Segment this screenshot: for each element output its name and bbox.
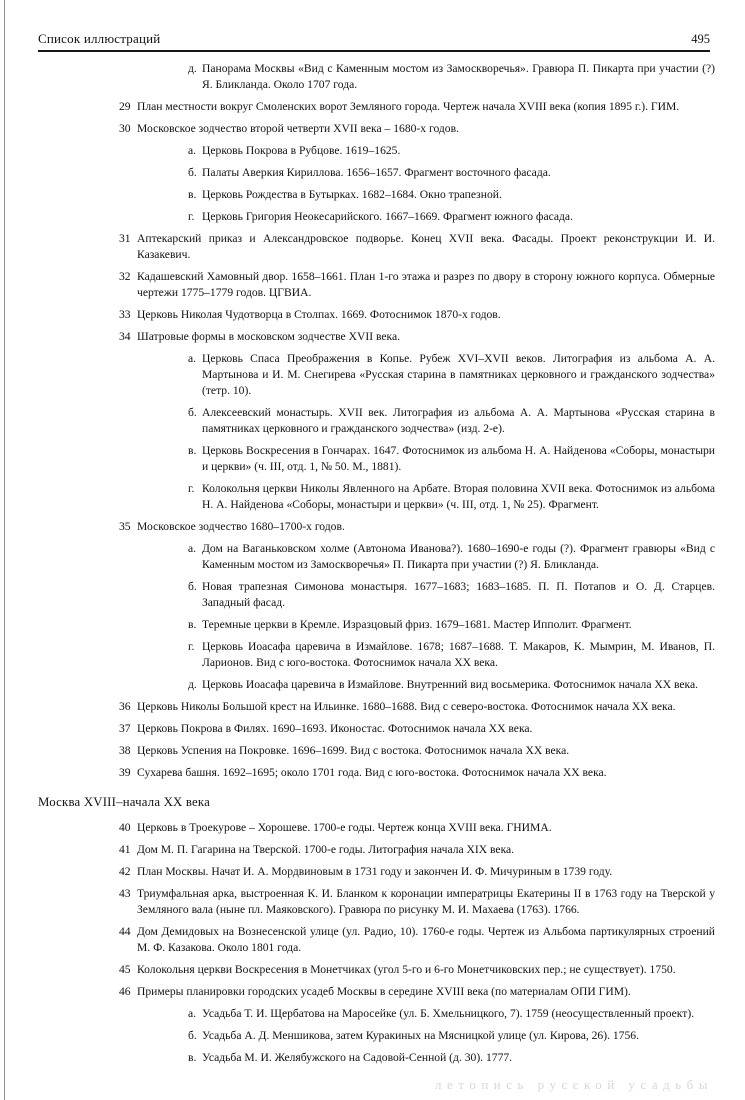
list-item [188,187,715,203]
list-item [119,924,715,956]
item-letter: в. [188,188,197,201]
item-text: Церковь Спаса Преображения в Копье. Рубеж XVI–XVII веков. Литография из альбома А. А. Мартынова и И. М. Снегирева «Русская старина в памятниках церковного и гражданского зодчества» (тетр. 10). [202,352,715,397]
item-text: Примеры планировки городских усадеб Москвы в середине XVIII века (по материалам ОПИ ГИМ). [137,985,631,998]
item-text: Церковь Григория Неокесарийского. 1667–1669. Фрагмент южного фасада. [202,210,573,223]
item-text: Церковь Успения на Покровке. 1696–1699. Вид с востока. Фотоснимок начала XX века. [137,744,570,757]
page-number: 495 [691,32,710,46]
item-text: Церковь Воскресения в Гончарах. 1647. Фотоснимок из альбома Н. А. Найденова «Соборы, монастыри и церкви» (ч. III, отд. 1, № 50. М., 1881). [202,444,715,473]
list-item [119,743,715,759]
illustration-list [0,61,745,1072]
section-heading: Москва XVIII–начала XX века [38,795,211,809]
item-text: Аптекарский приказ и Александровское подворье. Конец XVII века. Фасады. Проект реконструкции И. И. Казакевич. [137,232,715,261]
list-item [188,579,715,611]
list-item [188,209,715,225]
list-item [188,481,715,513]
item-text: Новая трапезная Симонова монастыря. 1677–1683; 1683–1685. П. П. Потапов и О. Д. Старцев. Западный фасад. [202,580,715,609]
item-text: Церковь Николая Чудотворца в Столпах. 1669. Фотоснимок 1870-х годов. [137,308,501,321]
item-text: Дом Демидовых на Вознесенской улице (ул. Радио, 10). 1760-е годы. Чертеж из Альбома партикулярных строений М. Ф. Казакова. Около 1801 года. [137,925,715,954]
item-text: Теремные церкви в Кремле. Изразцовый фриз. 1679–1681. Мастер Ипполит. Фрагмент. [202,618,632,631]
item-number: 29 [119,100,131,113]
list-item [188,1006,715,1022]
list-item [119,721,715,737]
item-number: 42 [119,865,131,878]
item-letter: в. [188,618,197,631]
list-item [119,329,715,345]
list-item [119,765,715,781]
list-item [188,443,715,475]
item-number: 34 [119,330,131,343]
list-item [119,820,715,836]
watermark: летопись русской усадьбы [435,1077,713,1092]
list-item [119,121,715,137]
item-letter: в. [188,1051,197,1064]
item-text: Колокольня церкви Николы Явленного на Арбате. Вторая половина XVII века. Фотоснимок из альбома Н. А. Найденова «Соборы, монастыри и церкви» (ч. III, отд. 1, № 25). Фрагмент. [202,482,715,511]
item-text: Колокольня церкви Воскресения в Монетчиках (угол 5-го и 6-го Монетчиковских пер.; не существует). 1750. [137,963,676,976]
item-text: План Москвы. Начат И. А. Мордвиновым в 1731 году и закончен И. Ф. Мичуриным в 1739 году. [137,865,613,878]
list-item [119,886,715,918]
item-number: 38 [119,744,131,757]
item-letter: б. [188,166,197,179]
list-item [119,984,715,1000]
item-text: Церковь Иоасафа царевича в Измайлове. 1678; 1687–1688. Т. Макаров, К. Мымрин, М. Иванов, П. Ларионов. Вид с юго-востока. Фотоснимок начала XX века. [202,640,715,669]
item-letter: б. [188,406,197,419]
list-item [119,269,715,301]
item-number: 33 [119,308,131,321]
item-number: 40 [119,821,131,834]
list-item [119,699,715,715]
item-text: Алексеевский монастырь. XVII век. Литография из альбома А. А. Мартынова «Русская старина в памятниках церковного и гражданского зодчества» (изд. 2-е). [202,406,715,435]
item-text: Усадьба А. Д. Меншикова, затем Куракиных на Мясницкой улице (ул. Кирова, 26). 1756. [202,1029,639,1042]
item-number: 39 [119,766,131,779]
list-item [188,405,715,437]
list-item [188,677,715,693]
item-text: Палаты Аверкия Кириллова. 1656–1657. Фрагмент восточного фасада. [202,166,551,179]
item-text: План местности вокруг Смоленских ворот Земляного города. Чертеж начала XVIII века (копия 1895 г.). ГИМ. [137,100,680,113]
item-letter: д. [188,678,197,691]
item-text: Московское зодчество 1680–1700-х годов. [137,520,345,533]
list-item [188,165,715,181]
item-letter: г. [188,482,195,495]
item-text: Сухарева башня. 1692–1695; около 1701 года. Вид с юго-востока. Фотоснимок начала XX века. [137,766,607,779]
item-text: Церковь Рождества в Бутырках. 1682–1684. Окно трапезной. [202,188,502,201]
item-letter: д. [188,62,197,75]
list-item [119,962,715,978]
page-header [38,31,710,52]
item-number: 32 [119,270,131,283]
item-text: Усадьба М. И. Желябужского на Садовой-Сенной (д. 30). 1777. [202,1051,513,1064]
list-item [188,639,715,671]
list-item [188,541,715,573]
item-letter: а. [188,144,197,157]
item-letter: а. [188,542,197,555]
item-text: Церковь Покрова в Филях. 1690–1693. Иконостас. Фотоснимок начала XX века. [137,722,533,735]
item-number: 41 [119,843,131,856]
item-text: Церковь Покрова в Рубцове. 1619–1625. [202,144,401,157]
item-text: Панорама Москвы «Вид с Каменным мостом из Замоскворечья». Гравюра П. Пикарта при участии (?) Я. Бликланда. Около 1707 года. [202,62,715,91]
item-number: 30 [119,122,131,135]
item-letter: в. [188,444,197,457]
item-number: 36 [119,700,131,713]
item-text: Церковь Иоасафа царевича в Измайлове. Внутренний вид восьмерика. Фотоснимок начала XX века. [202,678,699,691]
item-text: Церковь в Троекурове – Хорошеве. 1700-е годы. Чертеж конца XVIII века. ГНИМА. [137,821,552,834]
item-letter: б. [188,1029,197,1042]
item-text: Триумфальная арка, выстроенная К. И. Бланком к коронации императрицы Екатерины II в 1763 году на Тверской у Земляного вала (ныне пл. Маяковского). Гравюра по рисунку М. И. Махаева (1763). 1766. [137,887,715,916]
list-item [188,61,715,93]
item-number: 45 [119,963,131,976]
list-item [119,842,715,858]
item-letter: г. [188,210,195,223]
page-title: Список иллюстраций [38,31,161,46]
item-text: Дом на Ваганьковском холме (Автонома Иванова?). 1680–1690-е годы (?). Фрагмент гравюры «Вид с Каменным мостом из Замоскворечья» П. Пикарта при участии (?) Я. Бликланда. [202,542,715,571]
item-text: Московское зодчество второй четверти XVII века – 1680-х годов. [137,122,459,135]
item-number: 37 [119,722,131,735]
item-number: 46 [119,985,131,998]
item-number: 35 [119,520,131,533]
list-item [119,231,715,263]
item-text: Шатровые формы в московском зодчестве XVII века. [137,330,401,343]
item-text: Церковь Николы Большой крест на Ильинке. 1680–1688. Вид с северо-востока. Фотоснимок начала XX века. [137,700,676,713]
item-text: Дом М. П. Гагарина на Тверской. 1700-е годы. Литография начала XIX века. [137,843,515,856]
item-letter: а. [188,1007,197,1020]
list-item [119,99,715,115]
item-letter: г. [188,640,195,653]
item-letter: б. [188,580,197,593]
list-item [119,307,715,323]
list-item [188,351,715,399]
item-letter: а. [188,352,197,365]
list-item [119,519,715,535]
item-text: Усадьба Т. И. Щербатова на Маросейке (ул. Б. Хмельницкого, 7). 1759 (неосуществленный проект). [202,1007,695,1020]
list-item [188,1050,715,1066]
item-text: Кадашевский Хамовный двор. 1658–1661. План 1-го этажа и разрез по двору в сторону южного корпуса. Обмерные чертежи 1775–1779 годов. ЦГВИА. [137,270,715,299]
item-number: 43 [119,887,131,900]
list-item [188,143,715,159]
item-number: 44 [119,925,131,938]
item-number: 31 [119,232,131,245]
list-item [119,864,715,880]
list-item [188,617,715,633]
list-item [188,1028,715,1044]
